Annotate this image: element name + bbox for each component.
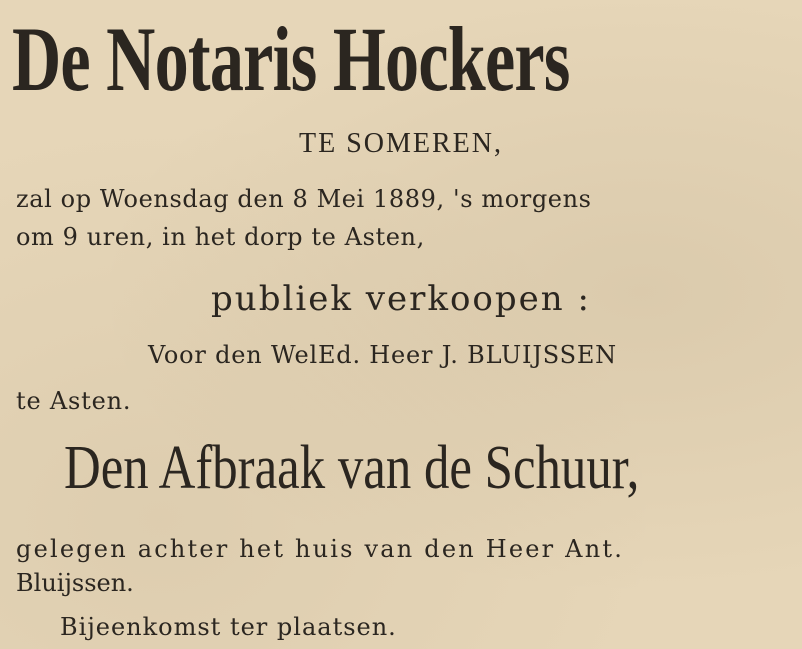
date-line: zal op Woensdag den 8 Mei 1889, 's morgens	[16, 185, 592, 213]
sale-callout: publiek verkoopen :	[211, 279, 591, 319]
meeting-line: Bijeenkomst ter plaatsen.	[60, 613, 397, 641]
location-subheading: TE SOMEREN,	[299, 128, 503, 159]
place-line: om 9 uren, in het dorp te Asten,	[16, 223, 425, 251]
client-line: Voor den WelEd. Heer J. BLUIJSSEN	[148, 341, 617, 369]
headline: De Notaris Hockers	[12, 8, 570, 110]
item-heading: Den Afbraak van de Schuur,	[64, 434, 640, 502]
owner-name-line: Bluijssen.	[16, 569, 134, 597]
location-detail-line: gelegen achter het huis van den Heer Ant.	[16, 535, 625, 563]
client-place-line: te Asten.	[16, 387, 132, 415]
